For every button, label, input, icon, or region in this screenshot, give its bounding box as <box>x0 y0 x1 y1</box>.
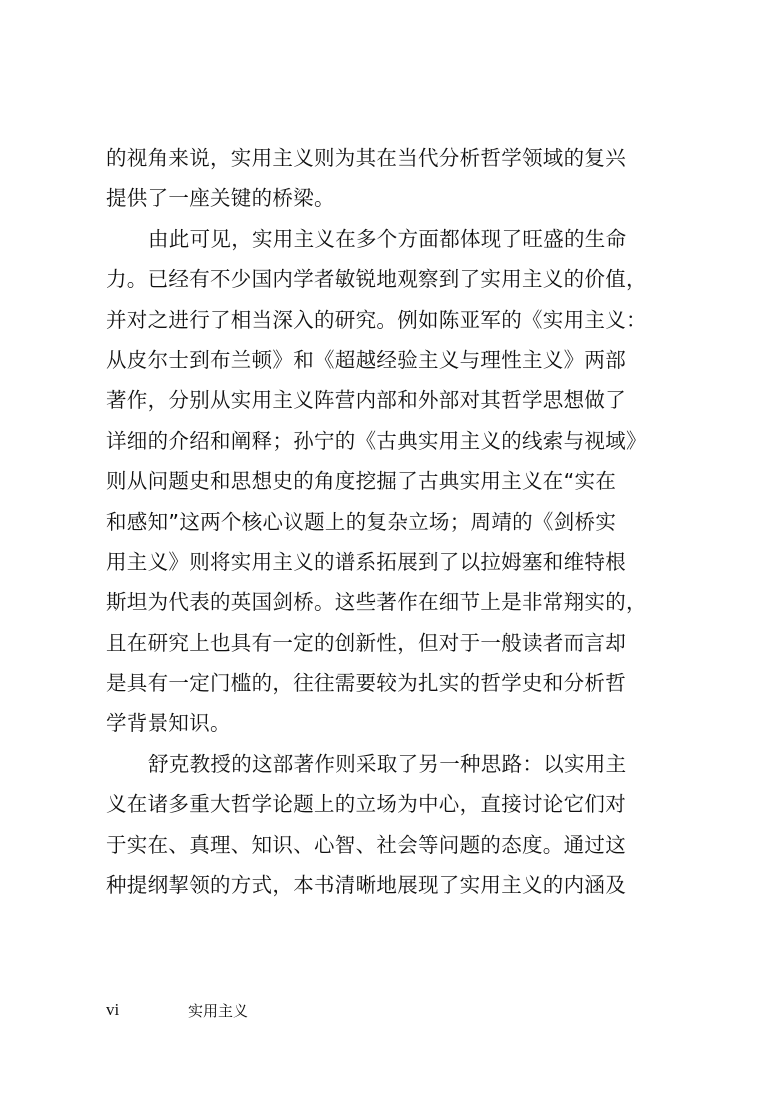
text-line: 义在诸多重大哲学论题上的立场为中心，直接讨论它们对 <box>106 792 626 817</box>
text-line: 是具有一定门槛的，往往需要较为扎实的哲学史和分析哲 <box>106 671 626 696</box>
running-title: 实用主义 <box>188 1002 249 1020</box>
text-line: 斯坦为代表的英国剑桥。这些著作在细节上是非常翔实的， <box>106 590 647 615</box>
page-number: vi <box>106 1000 120 1019</box>
text-line: 且在研究上也具有一定的创新性，但对于一般读者而言却 <box>106 630 626 655</box>
text-line: 则从问题史和思想史的角度挖掘了古典实用主义在“实在 <box>106 469 617 494</box>
text-line: 从皮尔士到布兰顿》和《超越经验主义与理性主义》两部 <box>106 347 626 372</box>
text-line: 著作，分别从实用主义阵营内部和外部对其哲学思想做了 <box>106 388 626 413</box>
text-line: 于实在、真理、知识、心智、社会等问题的态度。通过这 <box>106 832 626 857</box>
text-line: 和感知”这两个核心议题上的复杂立场；周靖的《剑桥实 <box>106 509 617 534</box>
text-line: 并对之进行了相当深入的研究。例如陈亚军的《实用主义： <box>106 307 647 332</box>
paragraph-start-line: 舒克教授的这部著作则采取了另一种思路：以实用主 <box>148 751 627 776</box>
text-line: 种提纲挈领的方式，本书清晰地展现了实用主义的内涵及 <box>106 873 626 898</box>
text-line: 用主义》则将实用主义的谱系拓展到了以拉姆塞和维特根 <box>106 549 626 574</box>
text-line: 学背景知识。 <box>106 711 231 736</box>
text-line: 详细的介绍和阐释；孙宁的《古典实用主义的线索与视域》 <box>106 428 647 453</box>
page-footer <box>106 1000 406 1026</box>
text-line: 提供了一座关键的桥梁。 <box>106 186 335 211</box>
text-line: 的视角来说，实用主义则为其在当代分析哲学领域的复兴 <box>106 146 626 170</box>
body-text <box>106 138 647 905</box>
text-line: 力。已经有不少国内学者敏锐地观察到了实用主义的价值， <box>106 267 647 292</box>
paragraph-start-line: 由此可见，实用主义在多个方面都体现了旺盛的生命 <box>148 226 627 251</box>
